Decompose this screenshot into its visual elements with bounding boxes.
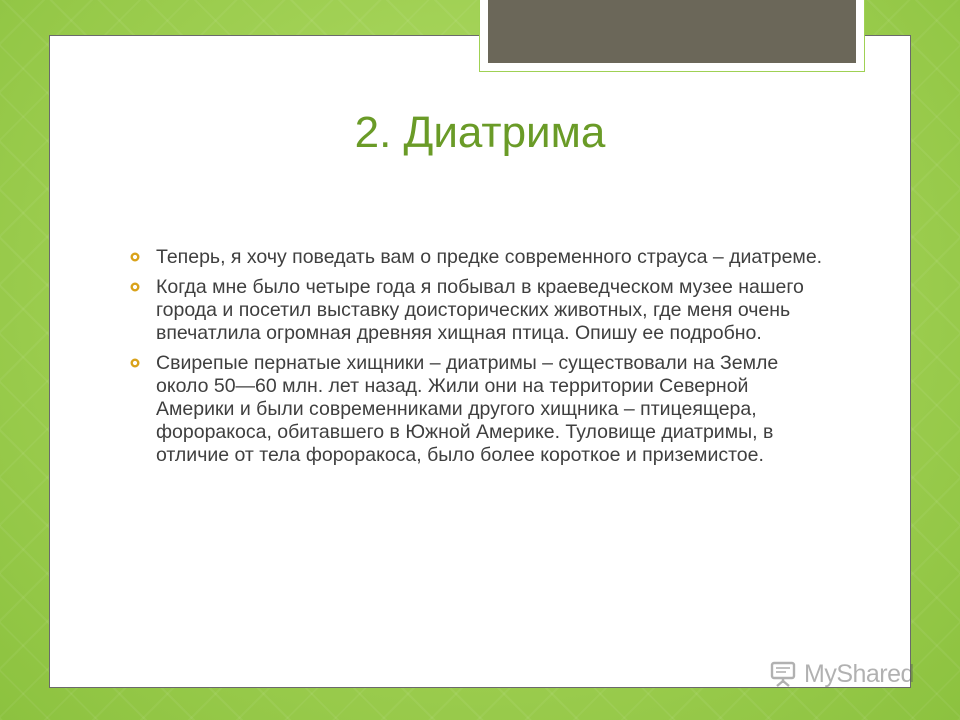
projector-screen-icon bbox=[768, 659, 798, 689]
ring-bullet-icon bbox=[130, 252, 140, 262]
title-tab-fill bbox=[488, 0, 856, 63]
ring-bullet-icon bbox=[130, 358, 140, 368]
bullet-item bbox=[130, 276, 830, 345]
bullet-item bbox=[130, 246, 830, 269]
watermark[interactable] bbox=[768, 656, 914, 692]
bullet-text: Свирепые пернатые хищники – диатримы – существовали на Земле около 50—60 млн. лет назад. Жили они на территории Северной Америки и были современниками другого хищника – птицеящера, фороракоса, обитавшего в Южной Америке. Туловище диатримы, в отличие от тела фороракоса, было более короткое и приземистое. bbox=[156, 352, 779, 466]
bullet-text: Когда мне было четыре года я побывал в краеведческом музее нашего города и посетил выставку доисторических животных, где меня очень впечатлила огромная древняя хищная птица. Опишу ее подробно. bbox=[156, 276, 804, 344]
bullet-list bbox=[130, 246, 830, 474]
watermark-text: MyShared bbox=[804, 659, 914, 688]
slide-title: 2. Диатрима bbox=[354, 108, 606, 157]
title-tab-decoration bbox=[479, 0, 865, 72]
bullet-item bbox=[130, 352, 830, 467]
bullet-text: Теперь, я хочу поведать вам о предке современного страуса – диатреме. bbox=[156, 246, 823, 268]
ring-bullet-icon bbox=[130, 282, 140, 292]
